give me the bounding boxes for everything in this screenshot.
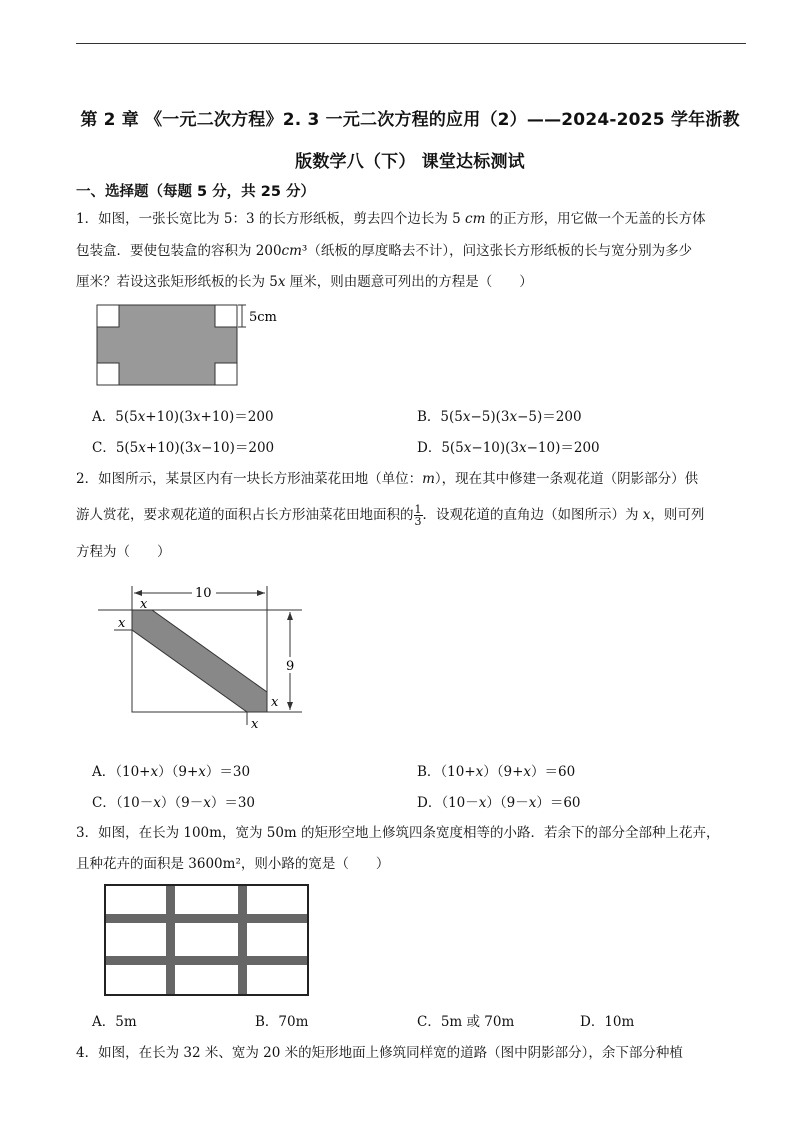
page-title-line2: 版数学八（下） 课堂达标测试 xyxy=(295,152,525,172)
q3-option-d[interactable]: D．10m xyxy=(580,1014,635,1030)
q3-field-outline xyxy=(105,885,308,995)
q2-arrow-right xyxy=(257,590,265,596)
q3-line1: 3．如图，在长为 100m，宽为 50m 的矩形空地上修筑四条宽度相等的小路．若余下的部分全部种上花卉， xyxy=(76,825,720,841)
q2-x-label-left: x xyxy=(118,616,126,631)
q2-option-c[interactable]: C．（10－𝑥）（9－𝑥）＝30 xyxy=(92,795,256,811)
q3-line2: 且种花卉的面积是 3600m²，则小路的宽是（ ） xyxy=(76,856,390,872)
q1-option-d[interactable]: D．5(5𝑥−10)(3𝑥−10)＝200 xyxy=(417,440,600,456)
q3-road-v2 xyxy=(238,885,247,995)
q1-line3: 厘米？若设这张矩形纸板的长为 5𝑥 厘米，则由题意可列出的方程是（ ） xyxy=(76,274,533,290)
q2-arrow-up xyxy=(287,612,293,620)
q2-arrow-down xyxy=(287,702,293,710)
q2-option-d[interactable]: D．（10－𝑥）（9－𝑥）＝60 xyxy=(417,795,581,811)
q3-option-c[interactable]: C．5m 或 70m xyxy=(417,1014,515,1030)
q3-figure xyxy=(100,883,312,999)
q2-figure xyxy=(92,580,322,740)
q2-x-label-bottom: x xyxy=(251,717,259,732)
q3-road-h1 xyxy=(105,914,308,923)
q2-frac-num: 1 xyxy=(414,503,422,516)
section-heading: 一、选择题（每题 5 分，共 25 分） xyxy=(76,184,315,200)
q2-line1: 2．如图所示，某景区内有一块长方形油菜花田地（单位：𝑚），现在其中修建一条观花道（阴影部分）供 xyxy=(76,471,699,487)
q1-option-b[interactable]: B．5(5𝑥−5)(3𝑥−5)＝200 xyxy=(417,409,582,425)
q2-line3: 方程为（ ） xyxy=(76,544,171,560)
q2-line2 xyxy=(76,503,704,527)
q2-fraction xyxy=(414,504,423,527)
page-title-line1: 第 2 章 《一元二次方程》2. 3 一元二次方程的应用（2）——2024-2025 学年浙教 xyxy=(80,110,740,130)
q2-option-b[interactable]: B．（10+𝑥）（9+𝑥）＝60 xyxy=(417,764,576,780)
q2-x-label-right: x xyxy=(271,695,279,710)
q2-line2-b: ．设观花道的直角边（如图所示）为 𝑥，则可列 xyxy=(422,507,705,523)
q3-road-h2 xyxy=(105,956,308,965)
q3-option-a[interactable]: A．5m xyxy=(92,1014,137,1030)
top-rule xyxy=(76,43,746,44)
q2-width-label: 10 xyxy=(195,586,212,601)
q1-option-c[interactable]: C．5(5𝑥+10)(3𝑥−10)＝200 xyxy=(92,440,275,456)
q2-option-a[interactable]: A．（10+𝑥）（9+𝑥）＝30 xyxy=(92,764,251,780)
q1-figure xyxy=(92,300,292,390)
q1-figure-label: 5cm xyxy=(249,310,277,325)
q2-arrow-left xyxy=(134,590,142,596)
q3-option-b[interactable]: B．70m xyxy=(255,1014,309,1030)
q2-height-label: 9 xyxy=(286,659,295,674)
q4-line1: 4．如图，在长为 32 米、宽为 20 米的矩形地面上修筑同样宽的道路（图中阴影部分），余下部分种植 xyxy=(76,1045,683,1061)
q2-x-label-top: x xyxy=(140,597,148,612)
q2-frac-den: 3 xyxy=(414,515,422,528)
q1-option-a[interactable]: A．5(5𝑥+10)(3𝑥+10)＝200 xyxy=(92,409,274,425)
q3-road-v1 xyxy=(166,885,175,995)
q1-line2: 包装盒．要使包装盒的容积为 200𝑐𝑚³（纸板的厚度略去不计），问这张长方形纸板的长与宽分别为多少 xyxy=(76,243,693,259)
q1-line1: 1．如图，一张长宽比为 5：3 的长方形纸板，剪去四个边长为 5 𝑐𝑚 的正方形，用它做一个无盖的长方体 xyxy=(76,211,706,227)
q2-line2-a: 游人赏花，要求观花道的面积占长方形油菜花田地面积的 xyxy=(76,507,414,523)
